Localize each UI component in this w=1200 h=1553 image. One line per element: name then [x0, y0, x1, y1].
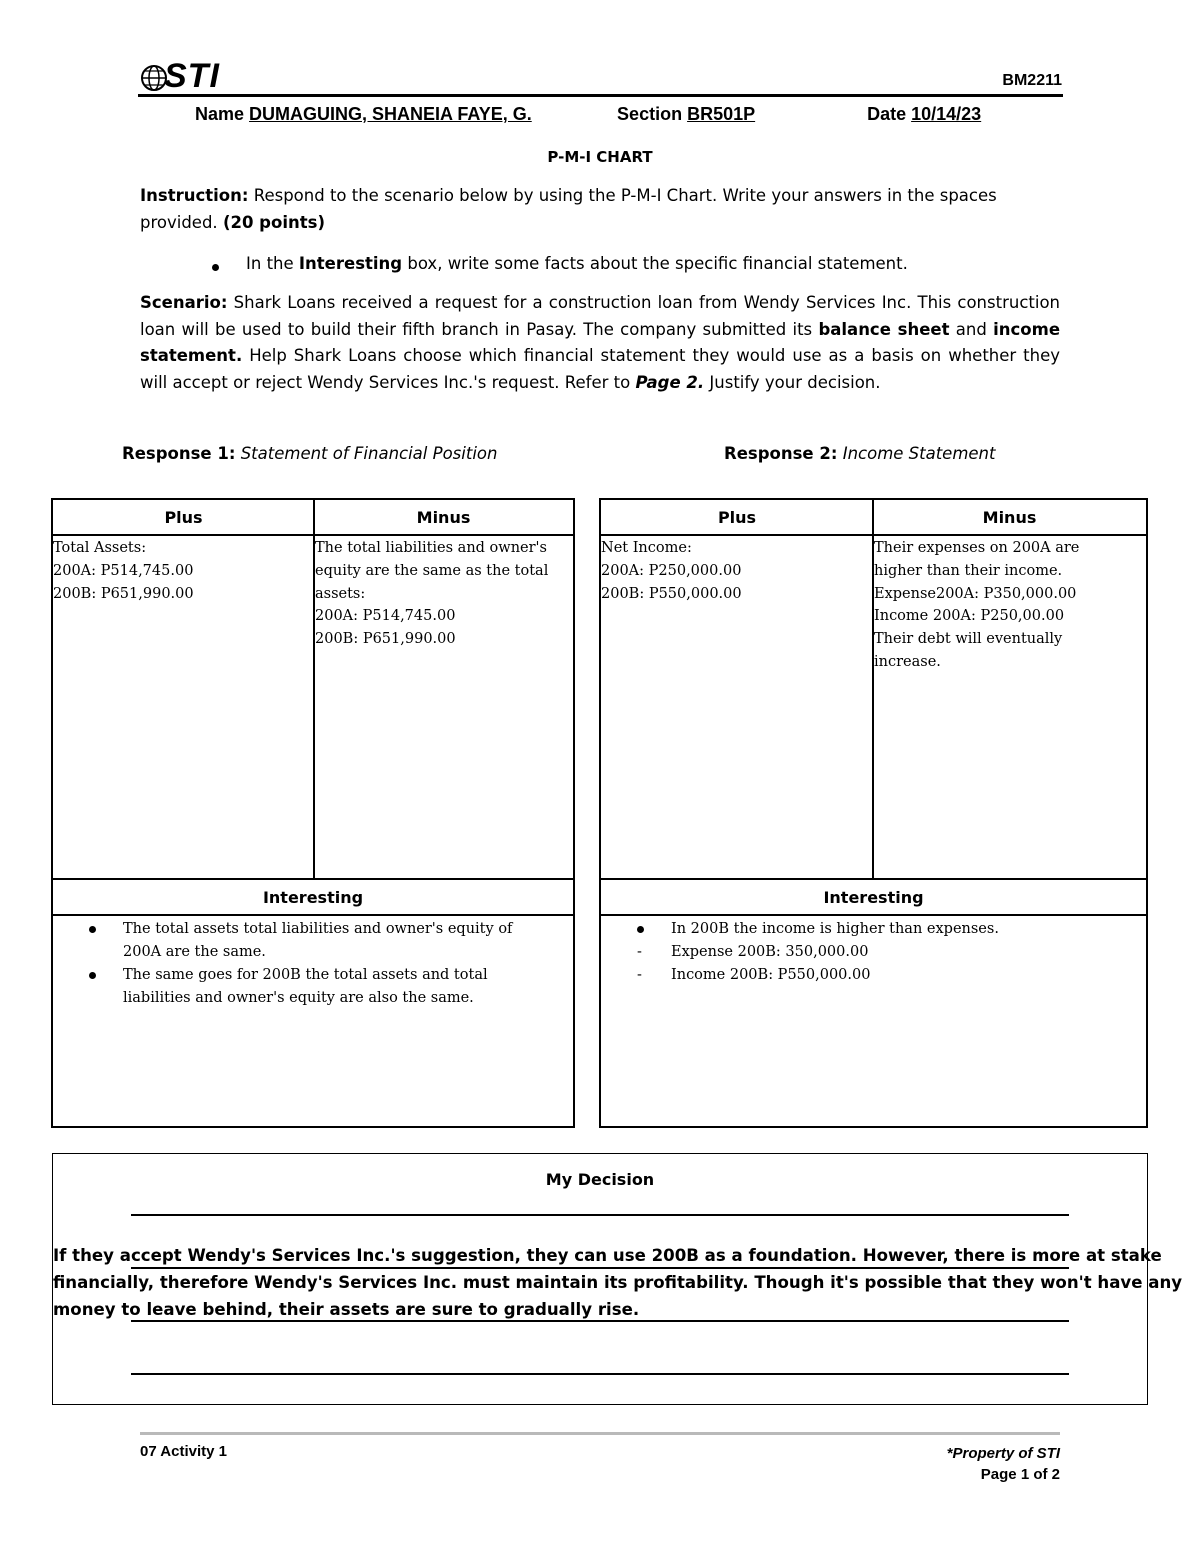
pmi-table-response2 — [599, 498, 1148, 1128]
r2-minus-line: increase. — [874, 653, 941, 670]
r1-interesting-header: Interesting — [53, 880, 573, 916]
decision-line: financially, therefore Wendy's Services Inc. must maintain its profitability. Though it's possible that they won't have any — [53, 1273, 1183, 1292]
decision-box — [52, 1153, 1183, 1405]
instruction-label: Instruction: — [140, 186, 249, 205]
page-number: Page 1 of 2 — [980, 1466, 1060, 1483]
bullet-icon — [89, 972, 96, 979]
r1-plus-line: Total Assets: — [53, 540, 147, 556]
r1-plus-header: Plus — [53, 500, 314, 536]
scenario-bold2: income statement. — [140, 319, 1061, 365]
r2-interesting-list — [601, 918, 1146, 987]
decision-rule — [131, 1320, 1069, 1322]
section-value: BR501P — [687, 104, 756, 124]
scenario-part1: Shark Loans received a request for a construction loan from Wendy Services Inc. This construction loan will be used to build their fifth branch in Pasay. The company submitted its — [140, 293, 1061, 339]
r2-interesting-item: - Expense 200B: 350,000.00 — [601, 941, 1146, 964]
r1-minus-line: equity are the same as the total — [315, 562, 549, 579]
instruction-paragraph — [140, 183, 1060, 236]
dash-bullet: - — [637, 944, 642, 960]
bullet-suffix: box, write some facts about the specific financial statement. — [407, 254, 908, 273]
decision-title: My Decision — [545, 1170, 655, 1189]
r2-plus-line: Net Income: — [601, 540, 692, 556]
r2-minus-line: Their expenses on 200A are — [874, 540, 1080, 556]
date-value: 10/14/23 — [911, 104, 982, 124]
scenario-bold1: balance sheet — [818, 319, 950, 339]
sti-logo — [140, 58, 230, 98]
r2-minus-line: Their debt will eventually — [874, 631, 1063, 648]
r1-minus-line: 200A: P514,745.00 — [315, 608, 456, 625]
name-label: Name — [195, 104, 245, 124]
r2-plus-line: 200B: P550,000.00 — [601, 585, 742, 602]
r1-minus-line: 200B: P651,990.00 — [315, 631, 456, 648]
property-label: *Property of STI — [946, 1445, 1060, 1462]
decision-line: If they accept Wendy's Services Inc.'s suggestion, they can use 200B as a foundation. However, there is more at stake — [53, 1246, 1162, 1265]
r2-interesting-item: In 200B the income is higher than expenses. — [601, 918, 1146, 941]
date-label: Date — [867, 104, 907, 124]
r1-minus-line: The total liabilities and owner's — [315, 540, 547, 556]
r2-minus-header: Minus — [873, 500, 1146, 536]
r2-interesting-header: Interesting — [601, 880, 1146, 916]
r1-minus-line: assets: — [315, 585, 366, 602]
r2-plus-header: Plus — [601, 500, 873, 536]
footer-right — [947, 1443, 1060, 1485]
decision-text — [53, 1242, 1183, 1323]
response1-heading — [122, 444, 497, 463]
student-info-line — [195, 104, 1015, 125]
response2-label: Response 2: — [724, 444, 838, 463]
scenario-part3: Justify your decision. — [709, 372, 881, 392]
bullet-icon — [212, 264, 219, 271]
scenario-part2: Help Shark Loans choose which financial statement they would use as a basis on whether they will accept or reject Wendy Services Inc.'s request. Refer to — [140, 346, 1060, 392]
response1-value: Statement of Financial Position — [240, 444, 498, 463]
course-code: BM2211 — [1002, 72, 1062, 89]
r2-plus-cell — [601, 537, 869, 605]
response1-label: Response 1: — [122, 444, 236, 463]
section-label: Section — [617, 104, 683, 124]
decision-line: money to leave behind, their assets are sure to gradually rise. — [53, 1300, 640, 1319]
activity-label: 07 Activity 1 — [140, 1443, 227, 1460]
response2-value: Income Statement — [842, 444, 996, 463]
bullet-icon — [89, 926, 96, 933]
r2-minus-cell — [874, 537, 1144, 674]
page-title: P-M-I CHART — [547, 148, 653, 166]
scenario-label: Scenario: — [140, 293, 228, 312]
dash-bullet: - — [637, 967, 642, 983]
r2-interesting-item: - Income 200B: P550,000.00 — [601, 964, 1146, 987]
scenario-and: and — [955, 319, 987, 339]
response2-heading — [724, 444, 996, 463]
instruction-text: Respond to the scenario below by using the P-M-I Chart. Write your answers in the spaces provided. — [140, 186, 997, 232]
r2-minus-line: Income 200A: P250,00.00 — [874, 608, 1065, 625]
r1-plus-line: 200B: P651,990.00 — [53, 585, 194, 602]
r1-minus-header: Minus — [314, 500, 573, 536]
logo-text: STI — [164, 57, 220, 95]
bullet-bold: Interesting — [298, 254, 403, 273]
bullet-icon — [637, 926, 644, 933]
scenario-paragraph — [140, 290, 1060, 396]
r1-interesting-item: The total assets total liabilities and owner's equity of 200A are the same. — [53, 918, 573, 964]
instruction-bullet — [212, 254, 908, 273]
decision-rule — [131, 1214, 1069, 1216]
bullet-prefix: In the — [246, 254, 294, 273]
r1-minus-cell — [315, 537, 571, 651]
r2-plus-line: 200A: P250,000.00 — [601, 562, 742, 579]
r2-minus-line: higher than their income. — [874, 562, 1063, 579]
pmi-table-response1 — [51, 498, 575, 1128]
r1-interesting-item: The same goes for 200B the total assets and total liabilities and owner's equity are also the same. — [53, 964, 573, 1010]
instruction-points: (20 points) — [222, 212, 325, 232]
decision-rule — [131, 1267, 1069, 1269]
footer-rule — [140, 1432, 1060, 1435]
r2-minus-line: Expense200A: P350,000.00 — [874, 585, 1077, 602]
r1-plus-cell — [53, 537, 311, 605]
decision-rule — [131, 1373, 1069, 1375]
r1-plus-line: 200A: P514,745.00 — [53, 562, 194, 579]
scenario-page-ref: Page 2. — [635, 372, 705, 392]
name-value: DUMAGUING, SHANEIA FAYE, G. — [249, 104, 532, 124]
header-rule — [138, 94, 1063, 97]
r1-interesting-list — [53, 918, 573, 1010]
